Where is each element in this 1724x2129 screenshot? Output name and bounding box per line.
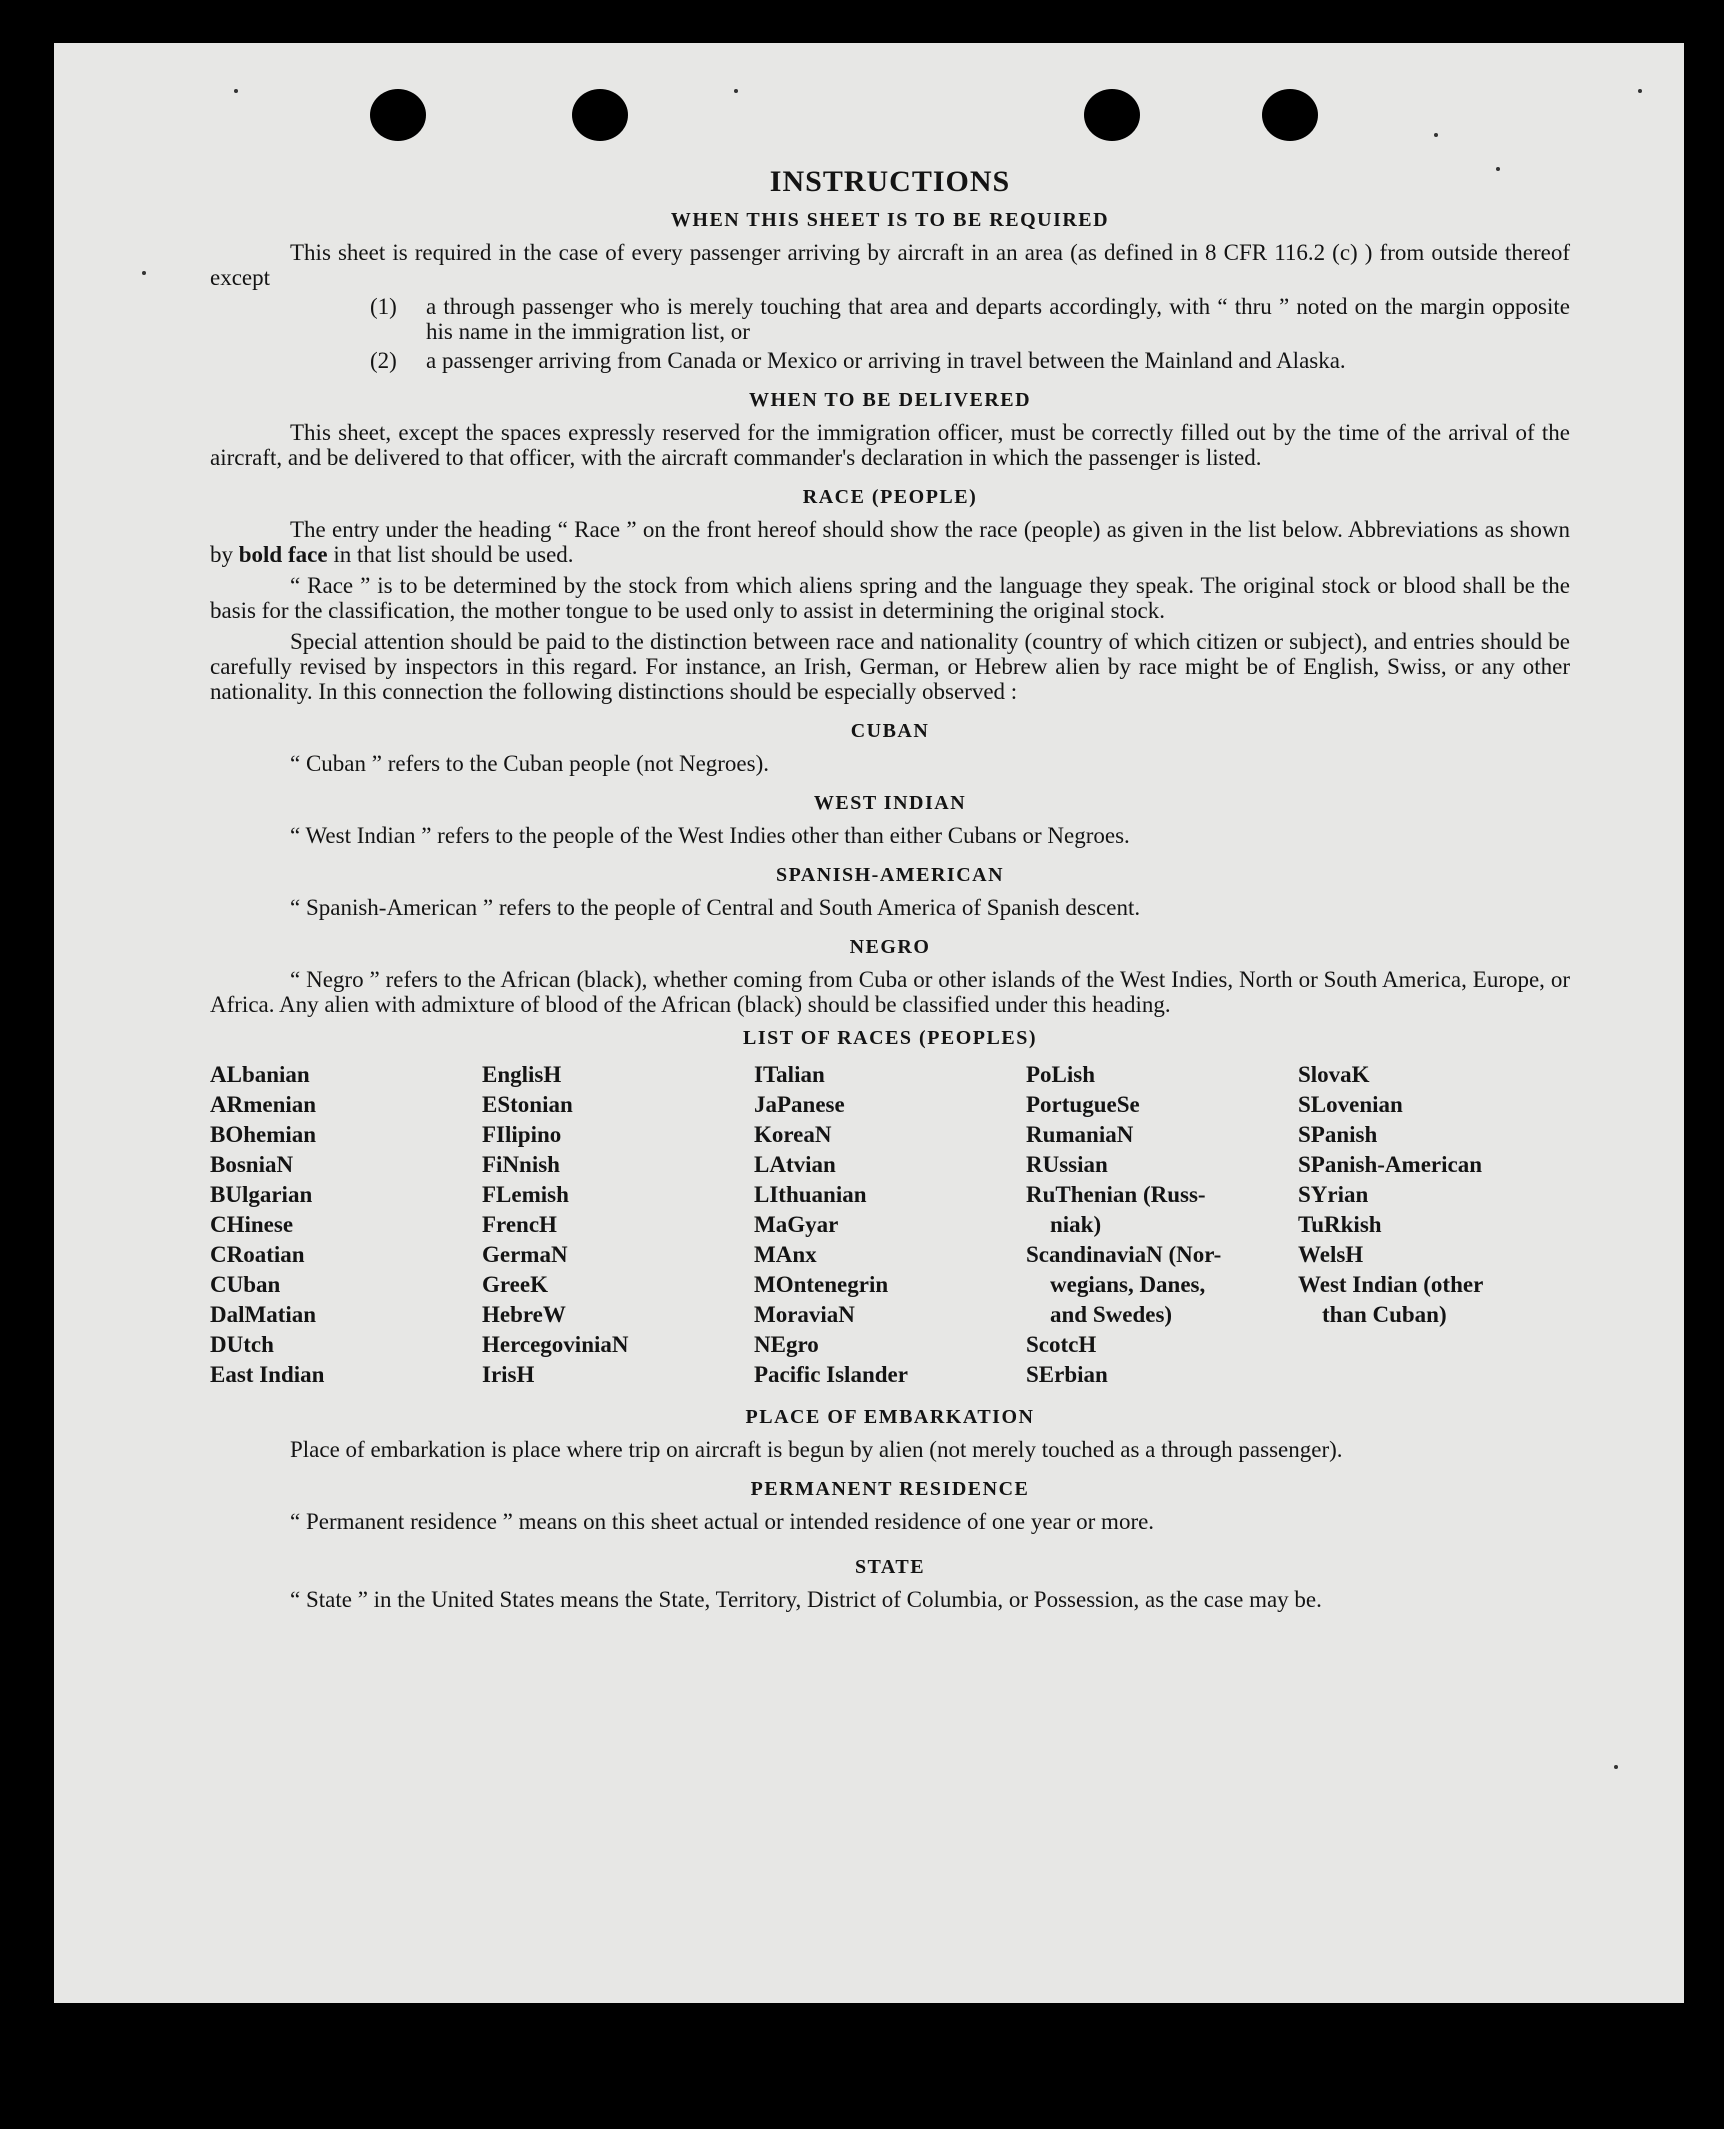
exception-item	[210, 348, 1570, 373]
instructions-content	[210, 165, 1570, 1612]
race-item: SlovaK	[1298, 1062, 1370, 1087]
race-item: PoLish	[1026, 1062, 1096, 1087]
race-item: BosniaN	[210, 1152, 294, 1177]
page-title: INSTRUCTIONS	[769, 165, 1011, 198]
race-item: FLemish	[482, 1182, 569, 1207]
race-item: RuThenian (Russ-	[1026, 1182, 1206, 1207]
race-item-continued: and Swedes)	[1050, 1302, 1173, 1327]
exception-text: a passenger arriving from Canada or Mexico or arriving in travel between the Mainland and Alaska.	[426, 348, 1346, 373]
race-list	[210, 1060, 1570, 1390]
race-item: Pacific Islander	[754, 1362, 908, 1387]
race-column-1	[210, 1060, 482, 1390]
race-paragraph-1	[210, 517, 1570, 567]
embarkation-text: Place of embarkation is place where trip on aircraft is begun by alien (not merely touched as a through passenger).	[290, 1437, 1343, 1462]
section-heading-west-indian: WEST INDIAN	[813, 792, 967, 814]
speck	[1638, 89, 1642, 93]
race-p1-end: in that list should be used.	[333, 542, 574, 567]
race-item: BUlgarian	[210, 1182, 313, 1207]
race-item: HebreW	[482, 1302, 566, 1327]
race-item: RumaniaN	[1026, 1122, 1134, 1147]
punch-hole	[1262, 89, 1318, 141]
race-item: GermaN	[482, 1242, 568, 1267]
race-item: JaPanese	[754, 1092, 845, 1117]
negro-text: “ Negro ” refers to the African (black), whether coming from Cuba or other islands of the West Indies, North or South America, Europe, or Africa. Any alien with admixture of blood of the African (black) should be classified under this heading.	[210, 967, 1570, 1017]
race-column-2	[482, 1060, 754, 1390]
race-item: FiNnish	[482, 1152, 560, 1177]
race-item: MaGyar	[754, 1212, 839, 1237]
race-item-continued: than Cuban)	[1322, 1302, 1447, 1327]
race-item: East Indian	[210, 1362, 325, 1387]
race-item-continued: niak)	[1050, 1212, 1102, 1237]
race-paragraph-2: “ Race ” is to be determined by the stock from which aliens spring and the language they speak. The original stock or blood shall be the basis for the classification, the mother tongue to be used only to assist in determining the original stock.	[210, 573, 1570, 623]
race-item: RUssian	[1026, 1152, 1108, 1177]
speck	[142, 271, 146, 275]
race-item: FrencH	[482, 1212, 557, 1237]
speck	[1614, 1765, 1618, 1769]
race-item: EStonian	[482, 1092, 573, 1117]
race-item: LAtvian	[754, 1152, 836, 1177]
race-paragraph-3: Special attention should be paid to the distinction between race and nationality (country of which citizen or subject), and entries should be carefully revised by inspectors in this regard. For instance, an Irish, German, or Hebrew alien by race might be of English, Swiss, or any other nationality. In this connection the following distinctions should be especially observed :	[210, 629, 1570, 704]
exception-number: (2)	[370, 348, 397, 373]
state-text: “ State ” in the United States means the State, Territory, District of Columbia, or Possession, as the case may be.	[290, 1587, 1322, 1612]
section-heading-race: RACE (PEOPLE)	[802, 486, 978, 508]
race-item: ScandinaviaN (Nor-	[1026, 1242, 1222, 1267]
section-heading-required: WHEN THIS SHEET IS TO BE REQUIRED	[670, 209, 1110, 231]
exception-item	[210, 294, 1570, 344]
race-item: CHinese	[210, 1212, 294, 1237]
race-item: BOhemian	[210, 1122, 317, 1147]
race-item: EnglisH	[482, 1062, 562, 1087]
race-column-4	[1026, 1060, 1298, 1390]
race-item: FIlipino	[482, 1122, 562, 1147]
race-item: WelsH	[1298, 1242, 1364, 1267]
race-item: TuRkish	[1298, 1212, 1382, 1237]
race-item: ALbanian	[210, 1062, 310, 1087]
race-item: MOntenegrin	[754, 1272, 889, 1297]
race-item: SLovenian	[1298, 1092, 1403, 1117]
race-p1-bold: bold face	[238, 542, 328, 567]
race-item: ARmenian	[210, 1092, 317, 1117]
race-item: SPanish	[1298, 1122, 1378, 1147]
race-item: DUtch	[210, 1332, 274, 1357]
exception-number: (1)	[370, 294, 397, 319]
race-item: PortugueSe	[1026, 1092, 1140, 1117]
race-item: HercegoviniaN	[482, 1332, 629, 1357]
race-item: NEgro	[754, 1332, 819, 1357]
delivered-text: This sheet, except the spaces expressly reserved for the immigration officer, must be correctly filled out by the time of the arrival of the aircraft, and be delivered to that officer, with the aircraft commander's declaration in which the passenger is listed.	[210, 420, 1570, 470]
section-heading-residence: PERMANENT RESIDENCE	[750, 1478, 1030, 1500]
race-p1-start: The entry under the heading “ Race ” on the front hereof should show the race (people) as given in the list below. Abbreviations as shown by	[210, 517, 1570, 567]
race-item: IrisH	[482, 1362, 535, 1387]
race-item: LIthuanian	[754, 1182, 867, 1207]
race-column-5	[1298, 1060, 1570, 1390]
race-item: MoraviaN	[754, 1302, 855, 1327]
cuban-text: “ Cuban ” refers to the Cuban people (not Negroes).	[290, 751, 770, 776]
race-item: CRoatian	[210, 1242, 305, 1267]
section-heading-delivered: WHEN TO BE DELIVERED	[748, 389, 1032, 411]
west-indian-text: “ West Indian ” refers to the people of the West Indies other than either Cubans or Negroes.	[290, 823, 1130, 848]
race-item: DalMatian	[210, 1302, 317, 1327]
race-item: CUban	[210, 1272, 281, 1297]
section-heading-spanish-american: SPANISH-AMERICAN	[775, 864, 1005, 886]
residence-text: “ Permanent residence ” means on this sheet actual or intended residence of one year or more.	[290, 1509, 1155, 1534]
race-item: SYrian	[1298, 1182, 1369, 1207]
race-item: KoreaN	[754, 1122, 832, 1147]
race-column-3	[754, 1060, 1026, 1390]
race-item: West Indian (other	[1298, 1272, 1484, 1297]
section-heading-embarkation: PLACE OF EMBARKATION	[745, 1406, 1035, 1428]
punch-hole	[370, 89, 426, 141]
section-heading-list: LIST OF RACES (PEOPLES)	[742, 1027, 1037, 1049]
spanish-american-text: “ Spanish-American ” refers to the people of Central and South America of Spanish descent.	[290, 895, 1141, 920]
punch-hole	[1084, 89, 1140, 141]
race-item: SPanish-American	[1298, 1152, 1482, 1177]
race-item-continued: wegians, Danes,	[1050, 1272, 1206, 1297]
document-sheet	[54, 43, 1684, 2003]
speck	[1434, 133, 1438, 137]
speck	[734, 89, 738, 93]
race-item: MAnx	[754, 1242, 817, 1267]
exception-text: a through passenger who is merely touching that area and departs accordingly, with “ thru ” noted on the margin opposite his name in the immigration list, or	[426, 294, 1570, 344]
punch-hole	[572, 89, 628, 141]
section-heading-cuban: CUBAN	[850, 720, 930, 742]
race-item: SErbian	[1026, 1362, 1108, 1387]
section-heading-state: STATE	[854, 1556, 926, 1578]
section-heading-negro: NEGRO	[849, 936, 931, 958]
race-item: ScotcH	[1026, 1332, 1097, 1357]
required-intro: This sheet is required in the case of every passenger arriving by aircraft in an area (as defined in 8 CFR 116.2 (c) ) from outside thereof except	[210, 240, 1570, 290]
race-item: GreeK	[482, 1272, 548, 1297]
speck	[234, 89, 238, 93]
race-item: ITalian	[754, 1062, 825, 1087]
